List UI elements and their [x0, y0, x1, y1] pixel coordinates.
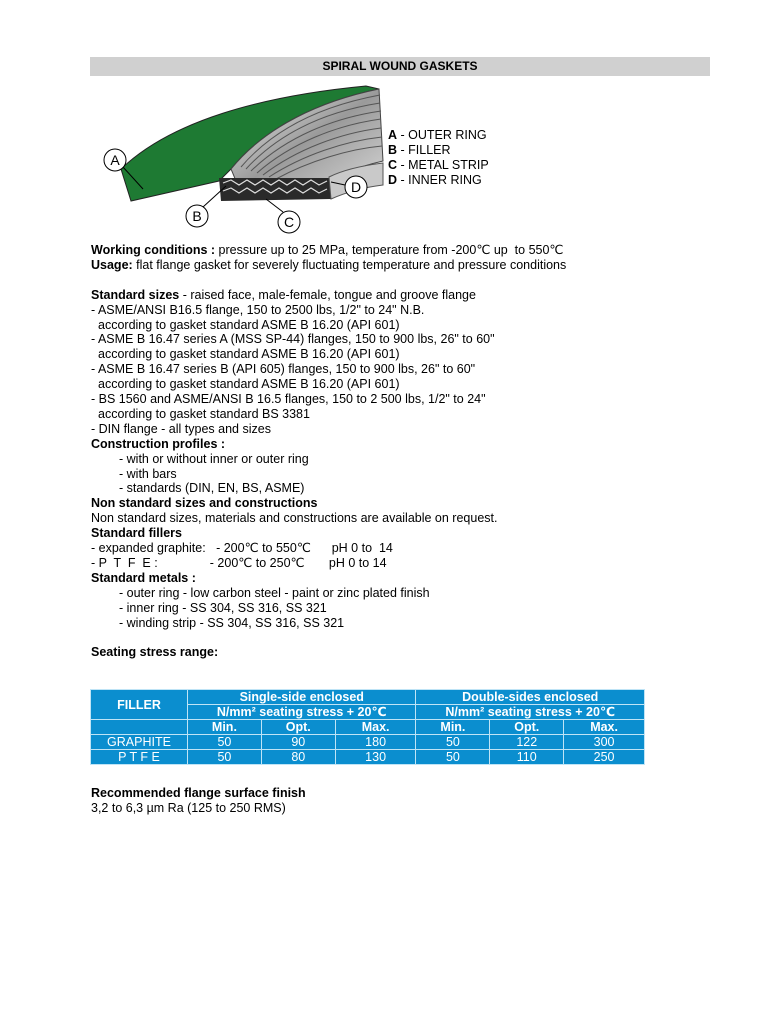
column-header: Opt.	[261, 720, 335, 735]
column-header: Max.	[335, 720, 416, 735]
table-cell: 130	[335, 750, 416, 765]
surface-finish-heading: Recommended flange surface finish	[91, 786, 306, 800]
working-conditions: Working conditions : pressure up to 25 MPa, temperature from -200℃ up to 550℃	[91, 243, 564, 257]
standard-size-item: according to gasket standard ASME B 16.20 (API 601)	[98, 377, 400, 392]
table-cell: 50	[188, 735, 262, 750]
unit-header: N/mm² seating stress + 20℃	[188, 705, 416, 720]
table-cell: 250	[564, 750, 645, 765]
table-row	[91, 750, 645, 765]
table-cell: 50	[416, 735, 490, 750]
surface-finish-text: 3,2 to 6,3 µm Ra (125 to 250 RMS)	[91, 801, 286, 815]
construction-heading: Construction profiles :	[91, 436, 226, 451]
table-cell: 50	[416, 750, 490, 765]
callout-c: C	[283, 214, 295, 230]
standard-size-item: according to gasket standard BS 3381	[98, 406, 310, 421]
filler-header: FILLER	[91, 690, 188, 720]
table-cell: 50	[188, 750, 262, 765]
callout-a: A	[110, 152, 120, 168]
legend-item-d: D - INNER RING	[388, 173, 482, 187]
standard-size-item: - ASME B 16.47 series B (API 605) flanges, 150 to 900 lbs, 26" to 60"	[91, 362, 476, 377]
nonstandard-text: Non standard sizes, materials and constructions are available on request.	[91, 511, 498, 526]
construction-item: - with or without inner or outer ring	[119, 451, 309, 466]
filler-name: P T F E	[91, 750, 188, 765]
construction-item: - with bars	[119, 466, 177, 481]
filler-item: - expanded graphite: - 200℃ to 550℃ pH 0 to 14	[91, 541, 393, 556]
metals-heading: Standard metals :	[91, 570, 196, 585]
specification-text	[91, 243, 731, 660]
fillers-heading: Standard fillers	[91, 526, 182, 541]
unit-header: N/mm² seating stress + 20℃	[416, 705, 645, 720]
seating-stress-table	[90, 689, 645, 765]
metal-item: - outer ring - low carbon steel - paint or zinc plated finish	[119, 585, 430, 600]
legend-item-a: A - OUTER RING	[388, 128, 487, 142]
page-title: SPIRAL WOUND GASKETS	[90, 57, 710, 76]
callout-d: D	[350, 179, 362, 195]
metal-item: - inner ring - SS 304, SS 316, SS 321	[119, 600, 327, 615]
standard-size-item: - DIN flange - all types and sizes	[91, 421, 271, 436]
standard-size-item: according to gasket standard ASME B 16.20 (API 601)	[98, 347, 400, 362]
column-header: Opt.	[490, 720, 564, 735]
standard-size-item: - BS 1560 and ASME/ANSI B 16.5 flanges, 150 to 2 500 lbs, 1/2" to 24"	[91, 392, 486, 407]
standard-sizes-heading: Standard sizes - raised face, male-female, tongue and groove flange	[91, 287, 476, 302]
standard-size-item: according to gasket standard ASME B 16.20 (API 601)	[98, 317, 400, 332]
figure-legend	[388, 128, 489, 188]
column-header: Max.	[564, 720, 645, 735]
table-cell	[91, 720, 188, 735]
group-header-double: Double-sides enclosed	[416, 690, 645, 705]
table-cell: 180	[335, 735, 416, 750]
filler-item: - P T F E : - 200℃ to 250℃ pH 0 to 14	[91, 556, 387, 571]
construction-item: - standards (DIN, EN, BS, ASME)	[119, 481, 305, 496]
gasket-illustration	[91, 81, 386, 239]
filler-name: GRAPHITE	[91, 735, 188, 750]
legend-item-c: C - METAL STRIP	[388, 158, 489, 172]
seating-stress-table-wrap	[90, 689, 645, 765]
standard-size-item: - ASME/ANSI B16.5 flange, 150 to 2500 lbs, 1/2" to 24" N.B.	[91, 302, 425, 317]
metal-item: - winding strip - SS 304, SS 316, SS 321	[119, 615, 345, 630]
surface-finish	[91, 786, 306, 816]
table-cell: 300	[564, 735, 645, 750]
legend-item-b: B - FILLER	[388, 143, 451, 157]
table-cell: 80	[261, 750, 335, 765]
column-header: Min.	[416, 720, 490, 735]
usage: Usage: flat flange gasket for severely fluctuating temperature and pressure conditions	[91, 257, 567, 272]
table-cell: 122	[490, 735, 564, 750]
table-row	[91, 735, 645, 750]
nonstandard-heading: Non standard sizes and constructions	[91, 496, 318, 511]
callout-b: B	[192, 208, 202, 224]
table-cell: 90	[261, 735, 335, 750]
group-header-single: Single-side enclosed	[188, 690, 416, 705]
column-header: Min.	[188, 720, 262, 735]
table-cell: 110	[490, 750, 564, 765]
seating-stress-heading: Seating stress range:	[91, 645, 219, 660]
standard-size-item: - ASME B 16.47 series A (MSS SP-44) flanges, 150 to 900 lbs, 26" to 60"	[91, 332, 495, 347]
